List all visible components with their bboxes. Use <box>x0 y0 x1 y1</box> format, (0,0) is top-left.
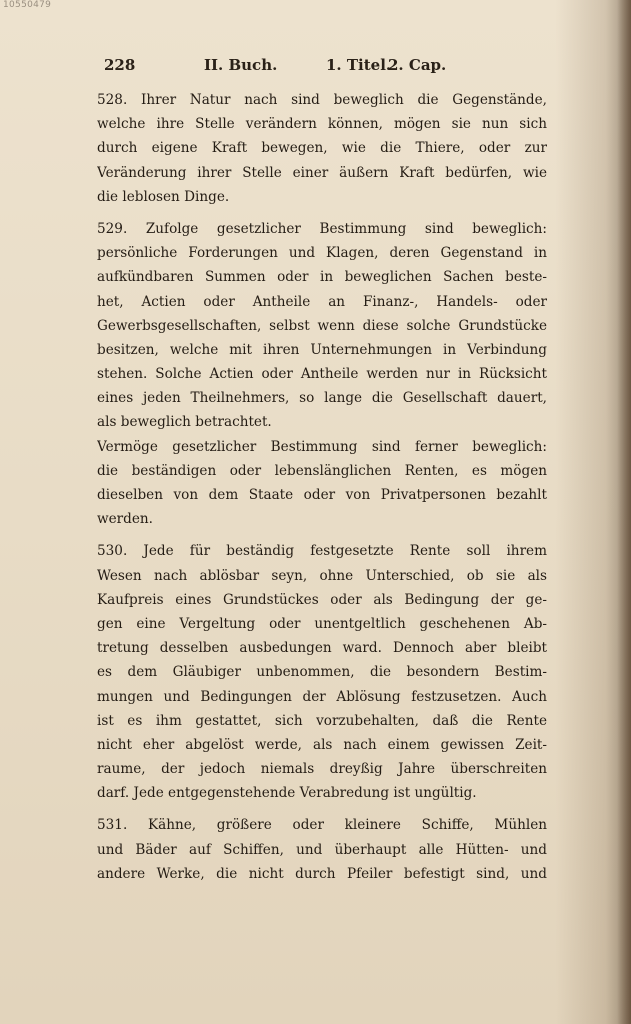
text-line: besitzen, welche mit ihren Unternehmungen in Verbindung <box>97 341 547 358</box>
text-line: werden. <box>97 511 154 528</box>
text-line: Veränderung ihrer Stelle einer äußern Kraft bedürfen, wie <box>97 164 547 181</box>
text-line: 530. Jede für beständig festgesetzte Rente soll ihrem <box>97 543 547 560</box>
text-line: 531. Kähne, größere oder kleinere Schiffe, Mühlen <box>97 817 547 834</box>
text-line: Vermöge gesetzlicher Bestimmung sind ferner beweglich: <box>97 438 547 455</box>
catalog-stamp: 10550479 <box>3 0 52 10</box>
text-line: die beständigen oder lebenslänglichen Renten, es mögen <box>97 462 547 479</box>
text-line: gen eine Vergeltung oder unentgeltlich geschehenen Ab- <box>97 615 547 632</box>
text-line: raume, der jedoch niemals dreyßig Jahre überschreiten <box>97 761 547 778</box>
text-line: es dem Gläubiger unbenommen, die besondern Bestim- <box>97 664 547 681</box>
text-line: 528. Ihrer Natur nach sind beweglich die Gegenstände, <box>97 92 547 108</box>
text-line: eines jeden Theilnehmers, so lange die Gesellschaft dauert, <box>97 390 547 407</box>
text-line: persönliche Forderungen und Klagen, deren Gegenstand in <box>97 245 547 262</box>
text-line: mungen und Bedingungen der Ablösung festzusetzen. Auch <box>97 688 547 705</box>
text-line: ist es ihm gestattet, sich vorzubehalten, daß die Rente <box>97 712 547 729</box>
text-line: welche ihre Stelle verändern können, mögen sie nun sich <box>97 116 547 133</box>
paragraph-530 <box>97 539 547 805</box>
paragraph-528 <box>97 88 547 209</box>
text-line: als beweglich betrachtet. <box>97 414 272 431</box>
page-number: 228 <box>104 56 136 74</box>
header-book: II. Buch. <box>204 56 278 74</box>
text-line: durch eigene Kraft bewegen, wie die Thiere, oder zur <box>97 140 547 157</box>
text-line: 529. Zufolge gesetzlicher Bestimmung sind beweglich: <box>97 220 547 237</box>
paragraph-529 <box>97 217 547 435</box>
paragraph-529-continued <box>97 435 547 532</box>
text-line: dieselben von dem Staate oder von Privatpersonen bezahlt <box>97 487 547 503</box>
header-title: 1. Titel. <box>326 56 392 74</box>
text-line: und Bäder auf Schiffen, und überhaupt alle Hütten- und <box>97 841 547 858</box>
text-line: stehen. Solche Actien oder Antheile werden nur in Rücksicht <box>97 366 547 383</box>
text-line: aufkündbaren Summen oder in beweglichen Sachen beste- <box>97 269 547 286</box>
text-line: darf. Jede entgegenstehende Verabredung ist ungültig. <box>97 785 477 802</box>
text-line: Gewerbsgesellschaften, selbst wenn diese solche Grundstücke <box>97 317 547 334</box>
paragraph-531 <box>97 813 547 886</box>
text-line: Kaufpreis eines Grundstückes oder als Bedingung der ge- <box>97 591 547 608</box>
text-line: andere Werke, die nicht durch Pfeiler befestigt sind, und <box>97 865 547 882</box>
text-line: Wesen nach ablösbar seyn, ohne Unterschied, ob sie als <box>97 567 547 584</box>
text-line: die leblosen Dinge. <box>97 188 230 205</box>
page-body <box>97 88 547 886</box>
running-header <box>104 56 544 78</box>
text-line: nicht eher abgelöst werde, als nach einem gewissen Zeit- <box>97 736 547 753</box>
text-line: het, Actien oder Antheile an Finanz-, Handels- oder <box>97 293 547 310</box>
text-line: tretung desselben ausbedungen ward. Dennoch aber bleibt <box>97 640 547 657</box>
header-chapter: 2. Cap. <box>388 56 447 74</box>
